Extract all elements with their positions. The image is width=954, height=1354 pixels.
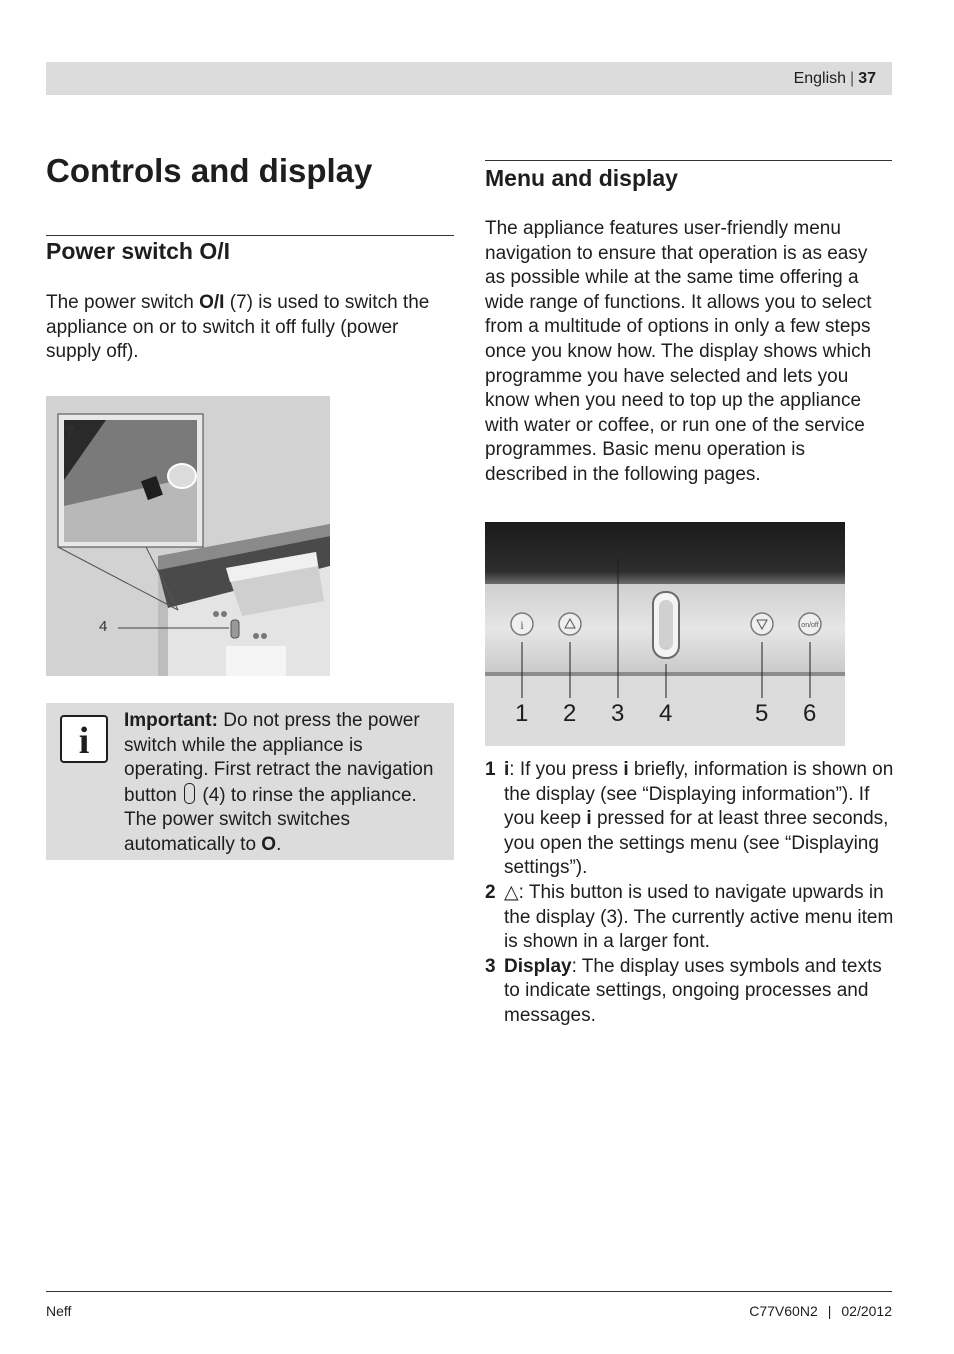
navigation-button-icon xyxy=(184,783,195,804)
list-item-number: 1 xyxy=(485,759,496,780)
important-period: . xyxy=(276,833,282,855)
panel-number-5: 5 xyxy=(755,700,769,727)
up-triangle-icon: △ xyxy=(504,881,519,903)
list-item-text: : If you press xyxy=(509,759,624,780)
power-switch-photo xyxy=(46,396,330,676)
section-divider-menu xyxy=(485,160,892,161)
power-intro-post: (7) is used to switch the appliance on or to switch it off fully (power supply off). xyxy=(46,292,430,363)
list-item-text: : This button is used to navigate upwards in the display (3). The currently active menu item is shown in a larger font. xyxy=(504,881,894,953)
list-item xyxy=(485,955,895,1029)
list-item-text: briefly, information is shown on the display (see “Displaying information”). If you keep xyxy=(504,759,894,830)
footer-date: 02/2012 xyxy=(841,1303,892,1319)
power-switch-illustration xyxy=(46,396,330,676)
callout-number-4: 4 xyxy=(99,618,108,635)
important-label: Important: xyxy=(124,710,218,731)
footer-separator: | xyxy=(827,1303,832,1319)
list-item-number: 3 xyxy=(485,955,496,977)
important-note-text xyxy=(124,709,444,858)
power-switch-description xyxy=(46,291,446,365)
important-text-2: (4) to rinse the appliance. The power switch switches automatically to xyxy=(124,784,417,855)
list-item-bold: i xyxy=(504,759,510,780)
footer-info xyxy=(749,1303,892,1319)
control-list xyxy=(485,758,895,1029)
list-item xyxy=(485,758,895,881)
list-item xyxy=(485,881,895,955)
header-text xyxy=(794,70,876,88)
info-icon: i xyxy=(60,715,108,763)
important-note-box xyxy=(46,703,454,860)
list-item-bold: Display xyxy=(504,955,572,977)
list-item-text: pressed for at least three seconds, you open the settings menu (see “Displaying settings”). xyxy=(504,808,889,879)
header-language: English xyxy=(793,70,847,87)
list-item-bold: i xyxy=(586,808,592,830)
menu-display-description: The appliance features user-friendly menu navigation to ensure that operation is as easy as possible while at the same time offering a wide range of functions. It allows you to select from a multitude of options in only a few steps once you know how. The display shows which programme you have selected and lets you know when you need to top up the appliance with water or coffee, or run one of the service programmes. Basic menu operation is described in the following pages. xyxy=(485,218,872,485)
svg-text:i: i xyxy=(520,618,524,632)
list-item-number: 2 xyxy=(485,881,496,903)
panel-number-3: 3 xyxy=(611,700,625,727)
section-divider-power xyxy=(46,235,454,236)
svg-text:on/off: on/off xyxy=(801,622,819,629)
important-bold-o: O xyxy=(261,833,277,855)
footer-divider xyxy=(46,1291,892,1292)
power-intro-bold: O/I xyxy=(199,292,225,313)
footer-brand: Neff xyxy=(46,1303,72,1319)
panel-number-6: 6 xyxy=(803,700,817,727)
panel-number-2: 2 xyxy=(563,700,577,727)
section-title-power-switch: Power switch O/I xyxy=(46,238,231,264)
panel-number-1: 1 xyxy=(515,700,529,727)
header-separator: | xyxy=(850,70,855,87)
panel-number-4: 4 xyxy=(659,700,673,727)
list-item-bold: i xyxy=(623,759,629,780)
power-intro-pre: The power switch xyxy=(46,292,200,313)
section-title-menu-display: Menu and display xyxy=(485,165,678,191)
page-title: Controls and display xyxy=(46,152,373,189)
callout-number-7: 7 xyxy=(66,424,75,441)
page-header xyxy=(46,62,892,95)
control-panel-figure xyxy=(485,522,845,746)
list-item-text: : The display uses symbols and texts to indicate settings, ongoing processes and messages. xyxy=(504,955,882,1026)
important-text-1: Do not press the power switch while the appliance is operating. First retract the navigation button xyxy=(124,710,434,806)
footer-model: C77V60N2 xyxy=(749,1303,818,1319)
page-number: 37 xyxy=(858,70,876,87)
